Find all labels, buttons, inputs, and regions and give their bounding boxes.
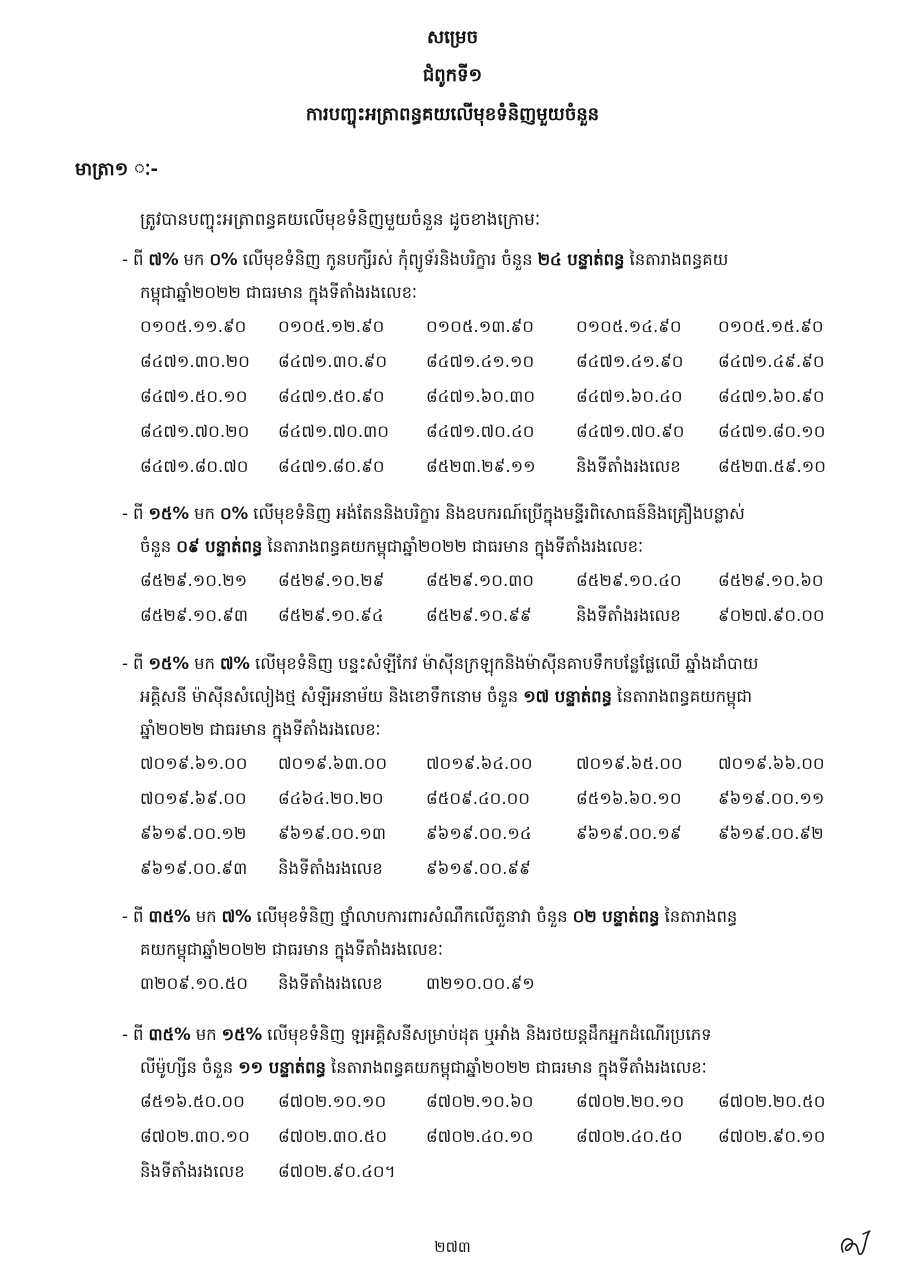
section-line: គយកម្ពុជាឆ្នាំ២០២២ ជាធរមាន ក្នុងទីតាំងរងលេខៈ [140,940,443,959]
tariff-code: និងទីតាំងរងលេខ [140,1162,245,1181]
tariff-code: ៩៦១៩.០០.៩៣ [140,859,248,878]
tariff-code: ៨៥២៩.១០.៤០ [576,571,682,590]
tariff-code: ៩០២៧.៩០.០០ [718,606,825,625]
chapter-title: ជំពូកទី១ [422,65,483,86]
section-line: កម្ពុជាឆ្នាំ២០២២ ជាធរមាន ក្នុងទីតាំងរងលេខៈ [140,283,417,302]
tariff-code: ៨៥២៩.១០.២៩ [278,571,385,590]
tariff-code: ៨៤៧១.៦០.៤០ [576,387,683,406]
tariff-code: ០១០៥.១៣.៩០ [426,317,534,336]
tariff-code: ៨៥២៩.១០.២១ [140,571,248,590]
reduction-section-2 [122,497,834,633]
tariff-code: ៧០១៩.៦៥.០០ [576,754,683,773]
tariff-code: ៧០១៩.៦៤.០០ [426,754,533,773]
tariff-code: ០១០៥.១៥.៩០ [718,317,824,336]
tariff-code: ០១០៥.១២.៩០ [278,317,385,336]
tariff-code: ៧០១៩.៦៦.០០ [718,754,825,773]
tariff-code: ៨៥១៦.៥០.០០ [140,1092,245,1111]
tariff-code: ៧០១៩.៦៩.០០ [140,789,247,808]
tariff-code: ៩៦១៩.០០.១៩ [576,824,682,843]
tariff-code: ៨៧០២.៣០.១០ [140,1127,250,1146]
tariff-code: ៨៤៧១.៣០.២០ [140,352,250,371]
tariff-code: ៨៧០២.៣០.៥០ [278,1127,388,1146]
tariff-code: ៨៤៧១.៧០.៤០ [426,422,535,441]
tariff-code: ៨៧០២.៩០.៤០។ [278,1162,396,1181]
tariff-code: ៨៤៧១.៨០.១០ [718,422,826,441]
chapter-subject: ការបញ្ចុះអត្រាពន្ធគយលើមុខទំនិញមួយចំនួន [305,104,600,125]
reduction-section-4 [122,900,834,1001]
tariff-code: និងទីតាំងរងលេខ [278,859,383,878]
tariff-code: ៨៧០២.៤០.៥០ [576,1127,683,1146]
article-heading: មាត្រា១ ៈ- [75,159,158,180]
tariff-code: ៨៤៧១.៤១.១០ [426,352,535,371]
tariff-code-grid [140,309,834,484]
tariff-code: ៩៦១៩.០០.១៤ [426,824,532,843]
tariff-code: ០១០៥.១១.៩០ [140,317,247,336]
tariff-code: និងទីតាំងរងលេខ [278,974,383,993]
tariff-code: ៨៥០៩.៤០.០០ [426,789,530,808]
tariff-code: ៣២០៩.១០.៥០ [140,974,248,993]
tariff-code: ៨៤៧១.៤១.៩០ [576,352,684,371]
tariff-code: ៨៤៦៤.២០.២០ [278,789,384,808]
tariff-code: ៨៤៧១.៣០.៩០ [278,352,388,371]
tariff-code-grid [140,746,834,886]
section-line: ឆ្នាំ២០២២ ជាធរមាន ក្នុងទីតាំងរងលេខៈ [140,720,381,739]
tariff-code: ៨៧០២.២០.៥០ [718,1092,826,1111]
tariff-code: ៨៥១៦.៦០.១០ [576,789,682,808]
section-line: - ពី ៣៥% មក ១៥% លើមុខទំនិញ ឡអគ្គិសនីសម្រាប់ដុត ឬអាំង និងរថយន្តដឹកអ្នកដំណើរប្រភេទ [122,1025,712,1044]
tariff-code-grid [140,966,834,1001]
tariff-code: ៨៤៧១.៧០.៣០ [278,422,389,441]
tariff-code: និងទីតាំងរងលេខ [576,457,681,476]
tariff-code: ៨៥២៩.១០.៩៤ [278,606,384,625]
article-intro: ត្រូវបានបញ្ចុះអត្រាពន្ធគយលើមុខទំនិញមួយចំនួន ដូចខាងក្រោមៈ [140,210,541,230]
tariff-code: ៨៧០២.៩០.១០ [718,1127,826,1146]
tariff-code: ៩៦១៩.០០.១៣ [278,824,386,843]
section-line: ចំនួន ០៩ បន្ទាត់ពន្ធ នៃតារាងពន្ធគយកម្ពុជាឆ្នាំ២០២២ ជាធរមាន ក្នុងទីតាំងរងលេខៈ [140,537,644,556]
reduction-section-3 [122,647,834,886]
tariff-code: ៨៤៧១.៤៩.៩០ [718,352,825,371]
tariff-code: ៨៤៧១.៦០.៣០ [426,387,536,406]
tariff-code: ៨៥២៩.១០.៣០ [426,571,534,590]
tariff-code: ៨៤៧១.៧០.២០ [140,422,250,441]
tariff-code: ៣២១០.០០.៩១ [426,974,535,993]
reduction-section-5 [122,1018,834,1189]
tariff-code: ៩៦១៩.០០.៩២ [718,824,824,843]
tariff-code: ៩៦១៩.០០.១២ [140,824,247,843]
tariff-code: ៨៤៧១.៨០.៩០ [278,457,385,476]
reduction-section-1 [122,243,834,484]
tariff-code: និងទីតាំងរងលេខ [576,606,681,625]
tariff-code: ៨៥២៣.៥៩.១០ [718,457,826,476]
tariff-code: ៨៥២៩.១០.៩៩ [426,606,532,625]
handwritten-initial-mark [835,1228,875,1262]
section-line: លីម៉ូហ្សីន ចំនួន ១១ បន្ទាត់ពន្ធ នៃតារាងពន្ធគយកម្ពុជាឆ្នាំ២០២២ ជាធរមាន ក្នុងទីតាំងរងលេខៈ [140,1058,707,1077]
tariff-code-grid [140,563,834,633]
tariff-code: ៩៦១៩.០០.៩៩ [426,859,531,878]
tariff-code: ៨៤៧១.៨០.៧០ [140,457,249,476]
section-line: - ពី ១៥% មក ៧% លើមុខទំនិញ បន្ទះសំឡីកែវ ម៉ាស៊ីនក្រឡុកនិងម៉ាស៊ីនគាបទឹកបន្លែផ្លែឈើ ឆ្នាំងដាំបាយ [122,654,759,673]
section-line: - ពី ៧% មក ០% លើមុខទំនិញ កូនបក្សីរស់ កុំព្យូទ័រនិងបរិក្ខារ ចំនួន ២៤ បន្ទាត់ពន្ធ នៃតារាងពន្ធគយ [122,250,729,269]
tariff-code: ៨៥២៩.១០.៦០ [718,571,824,590]
tariff-code: ៧០១៩.៦១.០០ [140,754,248,773]
section-line: អគ្គិសនី ម៉ាស៊ីនសំលៀងថ្ម សំឡីអនាម័យ និងខោទឹកនោម ចំនួន ១៧ បន្ទាត់ពន្ធ នៃតារាងពន្ធគយកម្ពុជា [140,687,753,706]
section-line: - ពី ១៥% មក ០% លើមុខទំនិញ អង់តែននិងបរិក្ខារ និងឧបករណ៍ប្រើក្នុងមន្ទីរពិសោធន៍និងគ្រឿងបន្លាស់ [122,504,745,523]
tariff-code: ៨៧០២.១០.១០ [278,1092,387,1111]
tariff-code: ៩៦១៩.០០.១១ [718,789,825,808]
page-number: ២៧៣ [434,1238,471,1256]
tariff-code: ៨៤៧១.៦០.៩០ [718,387,825,406]
tariff-code: ៨៥២៩.១០.៩៣ [140,606,248,625]
tariff-code: ០១០៥.១៤.៩០ [576,317,682,336]
section-line: - ពី ៣៥% មក ៧% លើមុខទំនិញ ថ្នាំលាបការពារសំណឹកលើតួនាវា ចំនួន ០២ បន្ទាត់ពន្ធ នៃតារាងពន្ធ [122,907,738,926]
tariff-code: ៨៧០២.២០.១០ [576,1092,685,1111]
tariff-code: ៧០១៩.៦៣.០០ [278,754,388,773]
tariff-code: ៨៥២៣.២៩.១១ [426,457,536,476]
tariff-code: ៨៤៧១.៥០.៩០ [278,387,385,406]
tariff-code: ៨៤៧១.៧០.៩០ [576,422,685,441]
decision-title: សម្រេច [426,27,479,48]
tariff-code: ៨៧០២.១០.៦០ [426,1092,534,1111]
tariff-code: ៨៧០២.៤០.១០ [426,1127,534,1146]
tariff-code: ៨៤៧១.៥០.១០ [140,387,248,406]
tariff-code-grid [140,1084,834,1189]
